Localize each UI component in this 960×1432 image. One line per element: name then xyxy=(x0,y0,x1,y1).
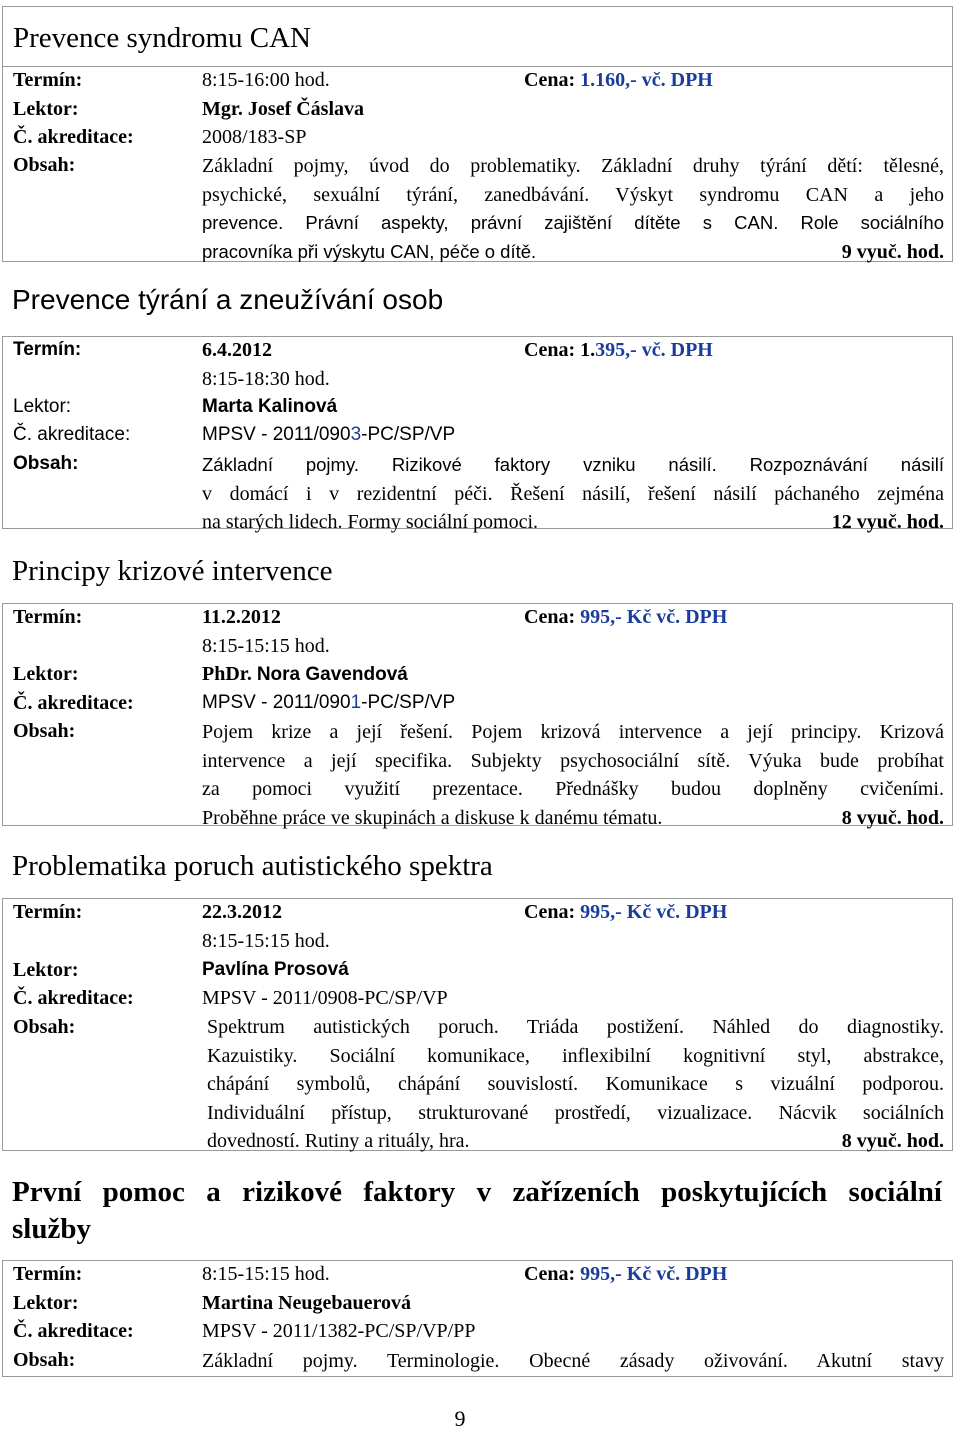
price-value: 995,- Kč vč. DPH xyxy=(580,1263,728,1285)
obsah-line: Pojem krize a její řešení. Pojem krizová intervence a její principy. Krizová xyxy=(202,721,944,743)
termin-label: Termín: xyxy=(13,69,83,91)
section-1-title xyxy=(2,6,953,66)
lektor-value: Marta Kalinová xyxy=(202,396,338,417)
obsah-line: chápání symbolů, chápání souvislostí. Komunikace s vizuální podporou. xyxy=(207,1073,944,1095)
obsah-line: Základní pojmy. Terminologie. Obecné zásady oživování. Akutní stavy xyxy=(202,1350,944,1372)
obsah-line: psychické, sexuální týrání, zanedbávání. Výskyt syndromu CAN a jeho xyxy=(202,183,944,206)
lektor-label: Lektor: xyxy=(13,396,72,417)
obsah-label: Obsah: xyxy=(13,1016,76,1038)
price xyxy=(524,606,727,629)
obsah-line: na starých lidech. Formy sociální pomoci. xyxy=(202,511,539,533)
akreditace-part: 3 xyxy=(350,424,362,445)
price-label: Cena: 1. xyxy=(524,339,596,361)
termin-label: Termín: xyxy=(13,606,83,628)
section-5-title-line-2: služby xyxy=(12,1213,91,1245)
section-4-title: Problematika poruch autistického spektra xyxy=(12,850,493,882)
price-value: 995,- Kč vč. DPH xyxy=(580,901,728,923)
section-3-title: Principy krizové intervence xyxy=(12,555,333,587)
price xyxy=(524,1263,727,1286)
hours-value: 8 vyuč. hod. xyxy=(841,806,944,829)
akreditace-value xyxy=(202,692,455,714)
section-4-table xyxy=(2,898,953,1151)
termin-value: 8:15-16:00 hod. xyxy=(202,69,330,91)
lektor-label: Lektor: xyxy=(13,1292,79,1314)
akreditace-value: MPSV - 2011/0908-PC/SP/VP xyxy=(202,987,448,1009)
obsah-line: v domácí i v rezidentní péči. Řešení násilí, řešení násilí páchaného zejména xyxy=(202,482,944,505)
lektor-value: Pavlína Prosová xyxy=(202,959,349,980)
akreditace-part: -PC/SP/VP xyxy=(361,692,456,713)
lektor-label: Lektor: xyxy=(13,959,79,981)
price xyxy=(524,69,713,92)
section-1-table xyxy=(2,66,953,262)
section-2-table xyxy=(2,336,953,533)
obsah-line: Základní pojmy. Rizikové faktory vzniku násilí. Rozpoznávání násilí xyxy=(202,454,944,475)
akreditace-label: Č. akreditace: xyxy=(13,987,134,1009)
price xyxy=(524,901,727,924)
obsah-line: intervence a její specifika. Subjekty psychosociální sítě. Výuka bude probíhat xyxy=(202,749,944,772)
price-label: Cena: xyxy=(524,606,581,628)
termin-date: 11.2.2012 xyxy=(202,606,281,628)
obsah-content xyxy=(202,451,944,537)
lektor-name: Nora Gavendová xyxy=(256,664,408,685)
price-label: Cena: xyxy=(524,69,581,91)
obsah-label: Obsah: xyxy=(13,1349,76,1371)
lektor-label: Lektor: xyxy=(13,98,79,120)
obsah-label: Obsah: xyxy=(13,154,76,176)
section-3-table xyxy=(2,603,953,829)
obsah-line: Základní pojmy, úvod do problematiky. Základní druhy týrání dětí: tělesné, xyxy=(202,155,944,177)
obsah-line: Spektrum autistických poruch. Triáda postižení. Náhled do diagnostiky. xyxy=(207,1016,944,1038)
obsah-content xyxy=(202,718,944,832)
price-label: Cena: xyxy=(524,901,581,923)
section-5-title-line-1: První pomoc a rizikové faktory v zařízeních poskytujících sociální xyxy=(12,1176,942,1208)
akreditace-label: Č. akreditace: xyxy=(13,126,134,148)
price-value: 995,- Kč vč. DPH xyxy=(580,606,728,628)
akreditace-part: 1 xyxy=(350,692,362,713)
akreditace-label: Č. akreditace: xyxy=(13,692,134,714)
akreditace-part: MPSV - 2011/090 xyxy=(202,424,351,445)
akreditace-label: Č. akreditace: xyxy=(13,424,131,445)
lektor-value: Martina Neugebauerová xyxy=(202,1292,412,1314)
termin-value: 8:15-15:15 hod. xyxy=(202,1263,330,1285)
termin-label: Termín: xyxy=(13,1263,83,1285)
obsah-line: pracovníka při výskytu CAN, péče o dítě. xyxy=(202,240,537,262)
obsah-line: Proběhne práce ve skupinách a diskuse k danému tématu. xyxy=(202,806,663,829)
price-value: 1.160,- vč. DPH xyxy=(580,69,713,91)
obsah-label: Obsah: xyxy=(13,453,79,474)
termin-date: 22.3.2012 xyxy=(202,901,282,923)
lektor-label: Lektor: xyxy=(13,663,79,685)
obsah-content xyxy=(202,152,944,266)
price-label: Cena: xyxy=(524,1263,581,1285)
obsah-content xyxy=(207,1013,944,1156)
termin-time: 8:15-18:30 hod. xyxy=(202,368,330,390)
obsah-line: dovedností. Rutiny a rituály, hra. xyxy=(207,1130,470,1152)
price-value: 395,- vč. DPH xyxy=(595,339,713,361)
obsah-line: Individuální přístup, strukturované prostředí, vizualizace. Nácvik sociálních xyxy=(207,1101,944,1124)
akreditace-value: 2008/183-SP xyxy=(202,126,307,148)
obsah-label: Obsah: xyxy=(13,720,76,742)
price xyxy=(524,339,713,362)
akreditace-value: MPSV - 2011/1382-PC/SP/VP/PP xyxy=(202,1320,476,1342)
page-number: 9 xyxy=(454,1406,466,1431)
termin-time: 8:15-15:15 hod. xyxy=(202,930,330,952)
hours-value: 12 vyuč. hod. xyxy=(831,511,944,533)
lektor-value: Mgr. Josef Čáslava xyxy=(202,98,365,120)
obsah-line: za pomoci využití prezentace. Přednášky budou doplněny cvičeními. xyxy=(202,778,944,800)
obsah-line: Kazuistiky. Sociální komunikace, inflexibilní kognitivní styl, abstrakce, xyxy=(207,1044,944,1067)
termin-label: Termín: xyxy=(13,339,82,360)
section-1-title-text: Prevence syndromu CAN xyxy=(13,22,312,54)
lektor-value xyxy=(202,663,408,686)
lektor-title: PhDr. xyxy=(202,663,257,685)
termin-label: Termín: xyxy=(13,901,83,923)
termin-date: 6.4.2012 xyxy=(202,339,272,361)
akreditace-part: -PC/SP/VP xyxy=(361,424,456,445)
obsah-content xyxy=(202,1347,944,1376)
section-5-table xyxy=(2,1260,953,1377)
akreditace-value xyxy=(202,424,455,446)
akreditace-part: MPSV - 2011/090 xyxy=(202,692,351,713)
termin-time: 8:15-15:15 hod. xyxy=(202,635,330,657)
hours-value: 9 vyuč. hod. xyxy=(841,240,944,263)
obsah-line: prevence. Právní aspekty, právní zajištění dítěte s CAN. Role sociálního xyxy=(202,212,944,233)
hours-value: 8 vyuč. hod. xyxy=(841,1130,944,1152)
akreditace-label: Č. akreditace: xyxy=(13,1320,134,1342)
section-2-title: Prevence týrání a zneužívání osob xyxy=(12,284,444,315)
